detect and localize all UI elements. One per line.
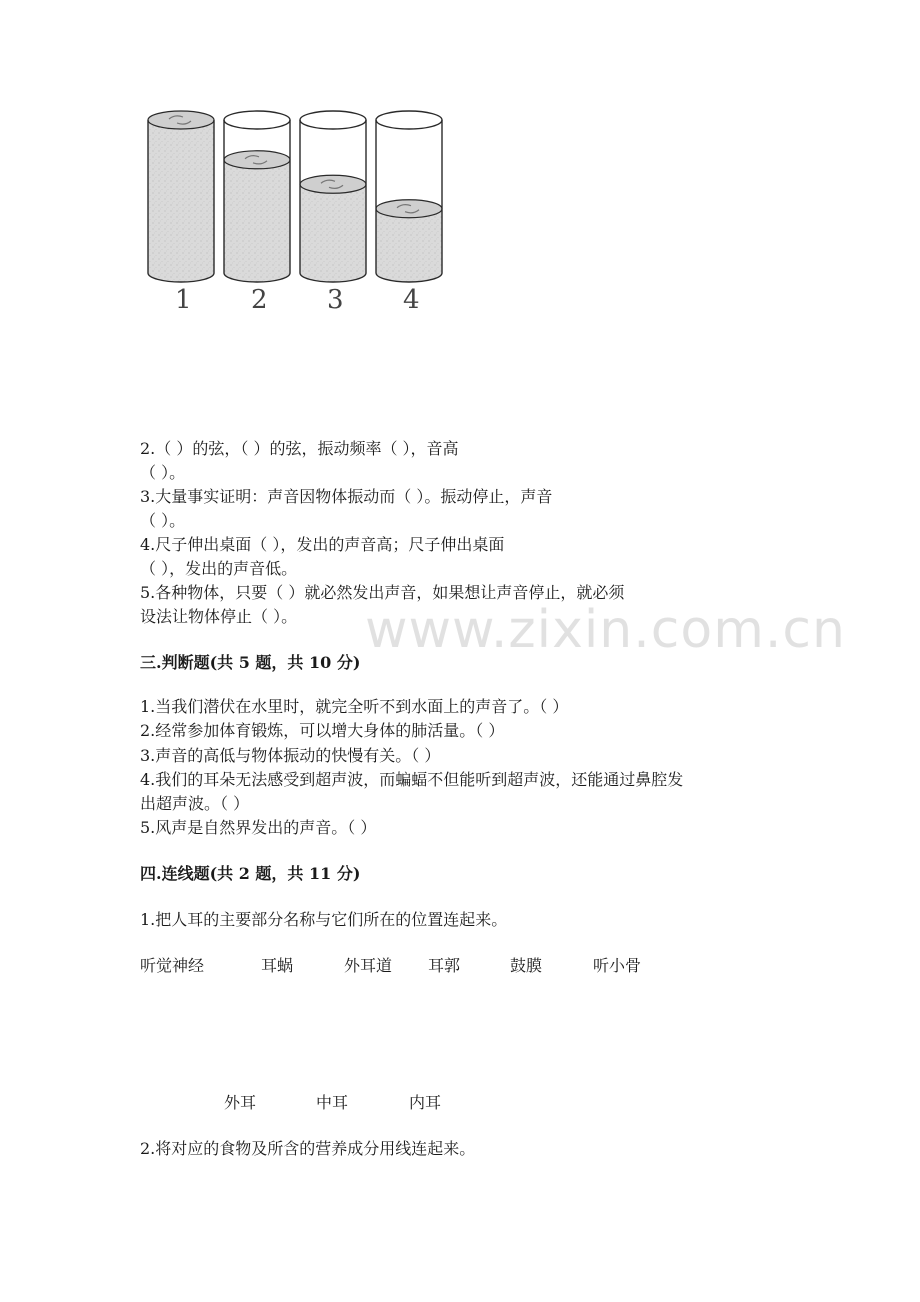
water-tube bbox=[376, 111, 442, 282]
q2-line1: 2.（ ）的弦，（ ）的弦，振动频率（ ），音高 bbox=[140, 439, 459, 458]
water-tube bbox=[300, 111, 366, 282]
tube-number-label: 3 bbox=[327, 285, 344, 315]
ear-position-label: 中耳 bbox=[316, 1093, 349, 1112]
ear-part-label: 鼓膜 bbox=[510, 956, 543, 975]
judge-q4-line1: 4.我们的耳朵无法感受到超声波，而蝙蝠不但能听到超声波，还能通过鼻腔发 bbox=[140, 770, 684, 789]
ear-part-label: 耳郭 bbox=[428, 956, 461, 975]
match-q2: 2.将对应的食物及所含的营养成分用线连起来。 bbox=[140, 1139, 476, 1158]
water-tubes-figure bbox=[140, 108, 460, 318]
tube-number-label: 4 bbox=[403, 285, 420, 315]
judge-q3: 3.声音的高低与物体振动的快慢有关。（ ） bbox=[140, 746, 441, 765]
water-tube bbox=[148, 111, 214, 282]
tube-number-label: 2 bbox=[251, 285, 268, 315]
judge-q2: 2.经常参加体育锻炼，可以增大身体的肺活量。（ ） bbox=[140, 721, 505, 740]
q2-line2: （ ）。 bbox=[140, 463, 186, 482]
match-q1: 1.把人耳的主要部分名称与它们所在的位置连起来。 bbox=[140, 910, 508, 929]
ear-position-label: 内耳 bbox=[409, 1093, 442, 1112]
judge-q1: 1.当我们潜伏在水里时，就完全听不到水面上的声音了。（ ） bbox=[140, 697, 569, 716]
judge-q5: 5.风声是自然界发出的声音。（ ） bbox=[140, 818, 377, 837]
q5-line1: 5.各种物体，只要（ ）就必然发出声音，如果想让声音停止，就必须 bbox=[140, 583, 625, 602]
section3-title: 三.判断题(共 5 题，共 10 分) bbox=[140, 653, 361, 672]
q5-line2: 设法让物体停止（ ）。 bbox=[140, 607, 298, 626]
q3-line2: （ ）。 bbox=[140, 511, 186, 530]
ear-part-label: 听觉神经 bbox=[140, 956, 205, 975]
watermark: www.zixin.com.cn bbox=[365, 600, 846, 660]
q4-line1: 4.尺子伸出桌面（ ），发出的声音高；尺子伸出桌面 bbox=[140, 535, 505, 554]
ear-part-label: 听小骨 bbox=[593, 956, 642, 975]
section4-title: 四.连线题(共 2 题，共 11 分) bbox=[140, 864, 361, 883]
ear-part-label: 耳蜗 bbox=[261, 956, 294, 975]
ear-part-label: 外耳道 bbox=[344, 956, 393, 975]
q4-line2: （ ），发出的声音低。 bbox=[140, 559, 298, 578]
water-tube bbox=[224, 111, 290, 282]
ear-position-label: 外耳 bbox=[224, 1093, 257, 1112]
judge-q4-line2: 出超声波。（ ） bbox=[140, 794, 250, 813]
q3-line1: 3.大量事实证明：声音因物体振动而（ ）。振动停止，声音 bbox=[140, 487, 553, 506]
tube-number-label: 1 bbox=[175, 285, 192, 315]
